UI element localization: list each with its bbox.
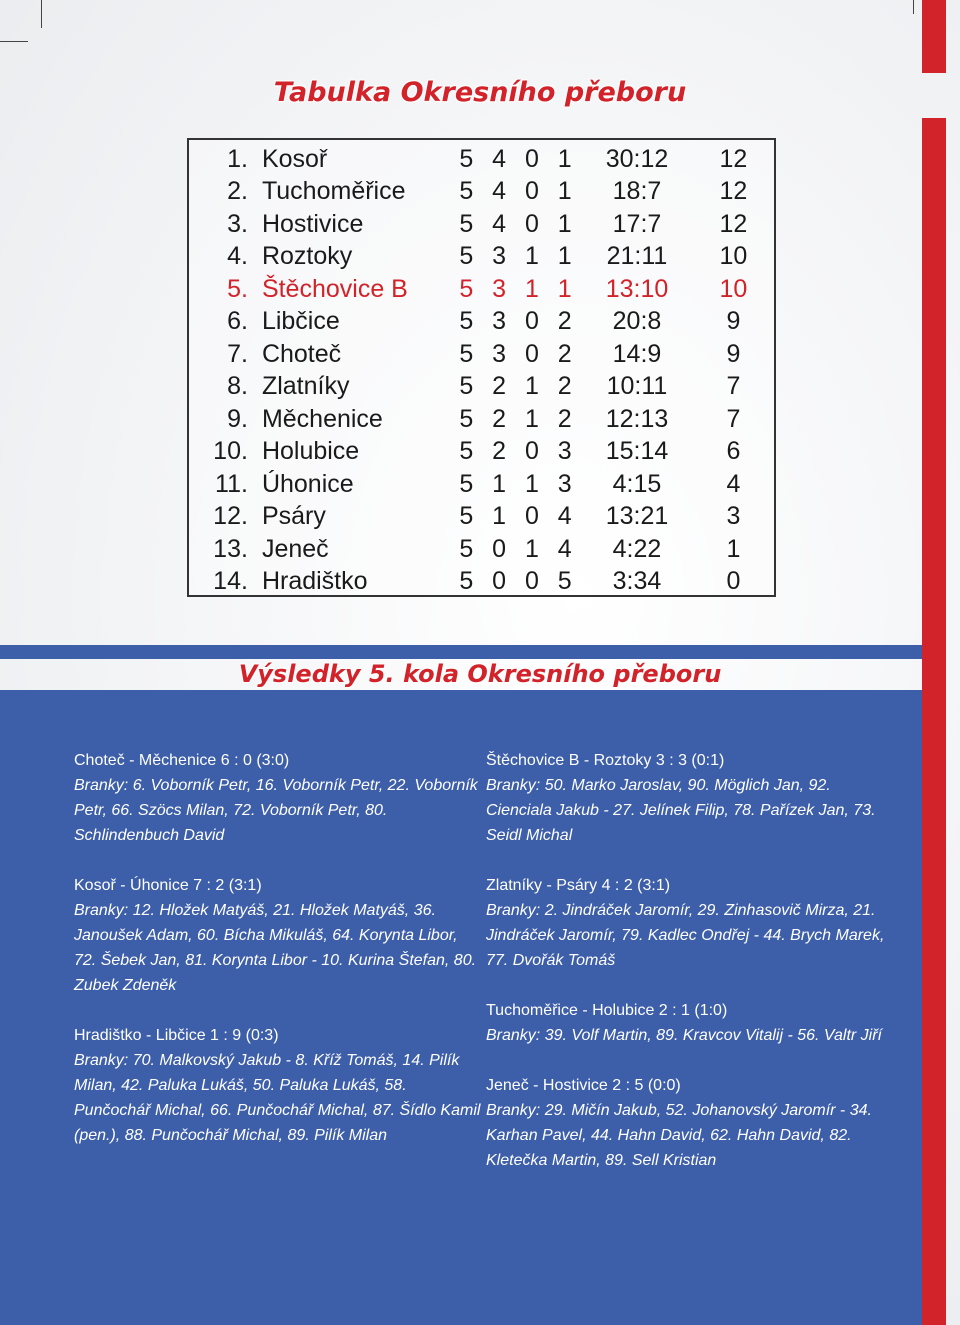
rank-cell: 4. xyxy=(227,242,248,271)
score-cell: 10:11 xyxy=(606,372,668,401)
results-column-right xyxy=(486,748,896,1198)
match-result xyxy=(486,1073,896,1173)
losses-cell: 5 xyxy=(557,567,572,596)
wins-cell: 4 xyxy=(492,144,507,173)
points-cell: 7 xyxy=(726,372,741,401)
played-cell: 5 xyxy=(459,372,474,401)
played-cell: 5 xyxy=(459,209,474,238)
wins-cell: 2 xyxy=(492,404,507,433)
table-row xyxy=(195,533,774,566)
draws-cell: 0 xyxy=(524,339,539,368)
red-side-bar xyxy=(922,118,946,1325)
losses-cell: 3 xyxy=(557,469,572,498)
score-cell: 15:14 xyxy=(605,437,669,466)
team-cell: Tuchoměřice xyxy=(261,177,406,206)
score-cell: 13:21 xyxy=(605,502,669,531)
score-cell: 3:34 xyxy=(612,567,662,596)
match-result xyxy=(486,998,896,1048)
match-result xyxy=(74,1023,484,1148)
score-cell: 30:12 xyxy=(605,144,669,173)
wins-cell: 3 xyxy=(492,274,507,303)
rank-cell: 6. xyxy=(227,307,248,336)
team-cell: Měchenice xyxy=(261,404,383,433)
rank-cell: 11. xyxy=(215,469,248,498)
match-score: Choteč - Měchenice 6 : 0 (3:0) xyxy=(74,752,290,769)
team-cell: Štěchovice B xyxy=(261,274,408,303)
losses-cell: 1 xyxy=(557,274,572,303)
wins-cell: 2 xyxy=(492,437,507,466)
team-cell: Roztoky xyxy=(261,242,353,271)
team-cell: Hradištko xyxy=(261,567,368,596)
played-cell: 5 xyxy=(459,307,474,336)
played-cell: 5 xyxy=(459,274,474,303)
points-cell: 12 xyxy=(719,209,748,238)
table-row xyxy=(195,371,774,404)
match-score: Tuchoměřice - Holubice 2 : 1 (1:0) xyxy=(486,1002,728,1019)
losses-cell: 1 xyxy=(557,242,572,271)
score-cell: 20:8 xyxy=(612,307,662,336)
rank-cell: 3. xyxy=(227,209,248,238)
draws-cell: 0 xyxy=(524,502,539,531)
losses-cell: 2 xyxy=(557,307,572,336)
played-cell: 5 xyxy=(459,404,474,433)
played-cell: 5 xyxy=(459,339,474,368)
played-cell: 5 xyxy=(459,177,474,206)
points-cell: 6 xyxy=(726,437,741,466)
score-cell: 4:15 xyxy=(612,469,662,498)
blue-divider xyxy=(0,645,922,659)
table-row xyxy=(195,208,774,241)
team-cell: Psáry xyxy=(261,502,326,531)
team-cell: Holubice xyxy=(261,437,360,466)
points-cell: 10 xyxy=(719,242,748,271)
table-row xyxy=(195,306,774,339)
match-result xyxy=(74,873,484,998)
points-cell: 10 xyxy=(719,274,748,303)
table-row xyxy=(195,241,774,274)
played-cell: 5 xyxy=(459,144,474,173)
losses-cell: 1 xyxy=(557,209,572,238)
match-scorers: Branky: 70. Malkovský Jakub - 8. Kříž Tomáš, 14. Pilík Milan, 42. Paluka Lukáš, 50. Paluka Lukáš, 58. Punčochář Michal, 66. Punčochář Michal, 87. Šídlo Kamil (pen.), 88. Punčochář Michal, 89. Pilík Milan xyxy=(74,1052,481,1144)
crop-mark xyxy=(913,0,914,14)
points-cell: 0 xyxy=(726,567,741,596)
standings-table xyxy=(187,138,776,597)
draws-cell: 0 xyxy=(524,177,539,206)
points-cell: 9 xyxy=(726,339,741,368)
score-cell: 17:7 xyxy=(612,209,662,238)
losses-cell: 1 xyxy=(557,144,572,173)
points-cell: 4 xyxy=(726,469,741,498)
losses-cell: 2 xyxy=(557,372,572,401)
rank-cell: 12. xyxy=(213,502,248,531)
points-cell: 9 xyxy=(726,307,741,336)
match-scorers: Branky: 12. Hložek Matyáš, 21. Hložek Matyáš, 36. Janoušek Adam, 60. Bícha Mikuláš, 64. Korynta Libor, 72. Šebek Jan, 81. Korynta Libor - 10. Kurina Štefan, 80. Zubek Zdeněk xyxy=(74,902,477,994)
match-result xyxy=(486,748,896,848)
draws-cell: 0 xyxy=(524,144,539,173)
wins-cell: 0 xyxy=(492,567,507,596)
crop-mark xyxy=(41,0,42,28)
team-cell: Kosoř xyxy=(261,144,328,173)
match-result xyxy=(74,748,484,848)
team-cell: Zlatníky xyxy=(261,372,350,401)
rank-cell: 13. xyxy=(213,534,248,563)
draws-cell: 1 xyxy=(524,242,539,271)
played-cell: 5 xyxy=(459,534,474,563)
played-cell: 5 xyxy=(459,502,474,531)
match-score: Zlatníky - Psáry 4 : 2 (3:1) xyxy=(486,877,671,894)
match-result xyxy=(486,873,896,973)
table-row xyxy=(195,403,774,436)
wins-cell: 1 xyxy=(492,502,507,531)
rank-cell: 14. xyxy=(213,567,248,596)
table-row xyxy=(195,273,774,306)
draws-cell: 1 xyxy=(524,274,539,303)
points-cell: 1 xyxy=(726,534,741,563)
match-scorers: Branky: 50. Marko Jaroslav, 90. Möglich Jan, 92. Cienciala Jakub - 27. Jelínek Filip, 78. Pařízek Jan, 73. Seidl Michal xyxy=(486,777,876,844)
draws-cell: 0 xyxy=(524,437,539,466)
played-cell: 5 xyxy=(459,469,474,498)
draws-cell: 0 xyxy=(524,567,539,596)
score-cell: 13:10 xyxy=(605,274,669,303)
table-row xyxy=(195,143,774,176)
wins-cell: 2 xyxy=(492,372,507,401)
score-cell: 12:13 xyxy=(605,404,669,433)
played-cell: 5 xyxy=(459,437,474,466)
wins-cell: 3 xyxy=(492,307,507,336)
match-scorers: Branky: 6. Voborník Petr, 16. Voborník Petr, 22. Voborník Petr, 66. Szöcs Milan, 72. Voborník Petr, 80. Schlindenbuch David xyxy=(74,777,478,844)
table-row xyxy=(195,566,774,599)
wins-cell: 0 xyxy=(492,534,507,563)
score-cell: 14:9 xyxy=(612,339,662,368)
points-cell: 12 xyxy=(719,144,748,173)
draws-cell: 0 xyxy=(524,307,539,336)
played-cell: 5 xyxy=(459,242,474,271)
points-cell: 7 xyxy=(726,404,741,433)
results-column-left xyxy=(74,748,484,1173)
match-scorers: Branky: 39. Volf Martin, 89. Kravcov Vitalij - 56. Valtr Jiří xyxy=(486,1027,882,1044)
rank-cell: 1. xyxy=(227,144,248,173)
table-row xyxy=(195,338,774,371)
wins-cell: 3 xyxy=(492,339,507,368)
rank-cell: 9. xyxy=(227,404,248,433)
table-row xyxy=(195,501,774,534)
rank-cell: 2. xyxy=(227,177,248,206)
draws-cell: 1 xyxy=(524,534,539,563)
losses-cell: 2 xyxy=(557,404,572,433)
losses-cell: 4 xyxy=(557,502,572,531)
match-score: Štěchovice B - Roztoky 3 : 3 (0:1) xyxy=(486,752,725,769)
rank-cell: 5. xyxy=(227,274,248,303)
score-cell: 18:7 xyxy=(612,177,662,206)
table-row xyxy=(195,468,774,501)
rank-cell: 7. xyxy=(227,339,248,368)
losses-cell: 4 xyxy=(557,534,572,563)
crop-mark xyxy=(0,41,28,42)
rank-cell: 10. xyxy=(213,437,248,466)
wins-cell: 4 xyxy=(492,177,507,206)
table-row xyxy=(195,176,774,209)
team-cell: Hostivice xyxy=(261,209,364,238)
draws-cell: 1 xyxy=(524,372,539,401)
match-scorers: Branky: 29. Mičín Jakub, 52. Johanovský Jaromír - 34. Karhan Pavel, 44. Hahn David, 62. Hahn David, 82. Kletečka Martin, 89. Sell Kristian xyxy=(486,1102,872,1169)
team-cell: Choteč xyxy=(261,339,342,368)
table-row xyxy=(195,436,774,469)
rank-cell: 8. xyxy=(227,372,248,401)
losses-cell: 3 xyxy=(557,437,572,466)
wins-cell: 3 xyxy=(492,242,507,271)
points-cell: 3 xyxy=(726,502,741,531)
losses-cell: 1 xyxy=(557,177,572,206)
match-score: Jeneč - Hostivice 2 : 5 (0:0) xyxy=(486,1077,681,1094)
match-scorers: Branky: 2. Jindráček Jaromír, 29. Zinhasovič Mirza, 21. Jindráček Jaromír, 79. Kadlec Ondřej - 44. Brych Marek, 77. Dvořák Tomáš xyxy=(486,902,885,969)
match-score: Hradištko - Libčice 1 : 9 (0:3) xyxy=(74,1027,279,1044)
red-accent-bar xyxy=(922,0,946,73)
losses-cell: 2 xyxy=(557,339,572,368)
standings-body xyxy=(195,143,774,598)
wins-cell: 1 xyxy=(492,469,507,498)
team-cell: Libčice xyxy=(261,307,340,336)
team-cell: Úhonice xyxy=(261,469,354,498)
played-cell: 5 xyxy=(459,567,474,596)
draws-cell: 1 xyxy=(524,404,539,433)
wins-cell: 4 xyxy=(492,209,507,238)
page-title: Tabulka Okresního přeboru xyxy=(273,77,687,108)
draws-cell: 1 xyxy=(524,469,539,498)
points-cell: 12 xyxy=(719,177,748,206)
match-score: Kosoř - Úhonice 7 : 2 (3:1) xyxy=(74,877,262,894)
score-cell: 21:11 xyxy=(606,242,668,271)
team-cell: Jeneč xyxy=(261,534,329,563)
results-title: Výsledky 5. kola Okresního přeboru xyxy=(238,660,722,688)
score-cell: 4:22 xyxy=(612,534,662,563)
draws-cell: 0 xyxy=(524,209,539,238)
